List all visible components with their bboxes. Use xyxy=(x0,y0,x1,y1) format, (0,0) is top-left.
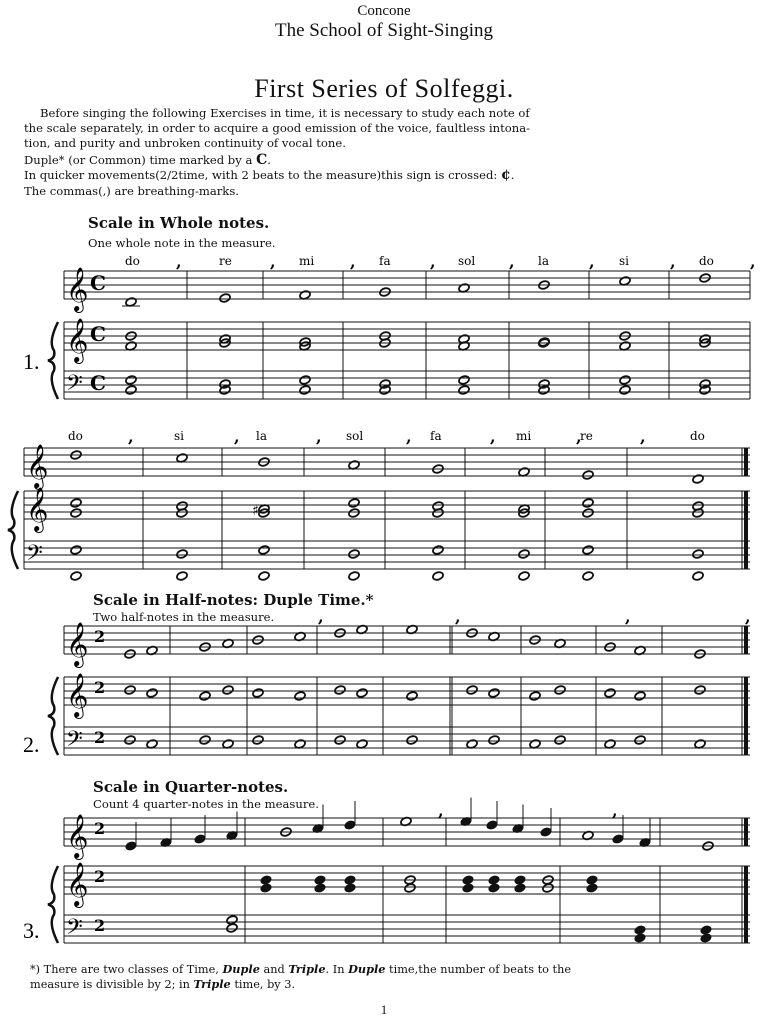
note-head xyxy=(260,875,272,885)
breath-mark: , xyxy=(318,607,324,626)
time-signature: C xyxy=(90,322,106,346)
note-head xyxy=(582,571,594,581)
note-head xyxy=(226,923,238,933)
note-head xyxy=(692,474,704,484)
common-time-sign: C xyxy=(256,152,268,168)
breath-mark: , xyxy=(176,252,182,271)
note-head xyxy=(458,385,470,395)
treble-clef-icon: 𝄞 xyxy=(66,622,89,666)
note-head xyxy=(258,571,270,581)
intro-line: Duple* (or Common) time marked by a C. xyxy=(24,152,271,168)
brace xyxy=(48,677,58,755)
section-3-heading: Scale in Quarter-notes. xyxy=(93,778,289,796)
treble-clef-icon: 𝄞 xyxy=(26,444,49,488)
brace xyxy=(48,322,58,399)
note-head xyxy=(518,571,530,581)
note-head xyxy=(458,375,470,385)
intro-line: Before singing the following Exercises in time, it is necessary to study each note of xyxy=(40,106,530,120)
note-head xyxy=(146,688,158,698)
breath-mark: , xyxy=(745,607,751,626)
solfege-syllable: la xyxy=(538,254,549,268)
brace xyxy=(8,491,18,569)
note-head xyxy=(314,875,326,885)
composer-name: Concone xyxy=(357,3,411,19)
section-2-subheading: Two half-notes in the measure. xyxy=(93,610,275,624)
solfege-syllable: do xyxy=(125,254,140,268)
note-head xyxy=(219,293,231,303)
note-head xyxy=(514,883,526,893)
note-head xyxy=(124,735,136,745)
treble-clef-icon: 𝄞 xyxy=(26,487,49,531)
solfege-syllable: do xyxy=(690,429,705,443)
note-head xyxy=(694,685,706,695)
note-head xyxy=(604,688,616,698)
cut-time-sign: ¢ xyxy=(500,167,511,183)
note-head xyxy=(70,498,82,508)
final-barline xyxy=(744,818,748,846)
footnote-text: and xyxy=(263,963,285,976)
note-head xyxy=(406,691,418,701)
system-number: 2. xyxy=(23,732,40,757)
solfege-syllable: sol xyxy=(346,429,364,443)
book-title: The School of Sight-Singing xyxy=(275,20,493,41)
footnote-duple: Duple xyxy=(348,962,386,976)
note-head xyxy=(348,571,360,581)
note-head xyxy=(252,735,264,745)
bass-clef-icon: 𝄢 xyxy=(66,371,83,401)
note-head xyxy=(488,883,500,893)
breath-mark: , xyxy=(612,801,618,820)
system-number: 1. xyxy=(23,349,40,374)
note-head xyxy=(619,375,631,385)
solfege-syllable: la xyxy=(256,429,267,443)
footnote-text: There are two classes of Time, xyxy=(43,963,219,976)
note-head xyxy=(260,883,272,893)
breath-mark: , xyxy=(438,801,444,820)
breath-mark: , xyxy=(589,252,595,271)
final-barline xyxy=(744,491,748,569)
note-head xyxy=(404,883,416,893)
note-head xyxy=(582,545,594,555)
section-2-heading: Scale in Half-notes: Duple Time.* xyxy=(93,591,374,609)
breath-mark: , xyxy=(750,252,756,271)
solfege-syllable: re xyxy=(580,429,593,443)
time-signature: 2 xyxy=(94,728,106,747)
note-head xyxy=(700,933,712,943)
time-signature: 2 xyxy=(94,867,106,886)
final-barline xyxy=(744,866,748,943)
note-head xyxy=(462,875,474,885)
time-signature: C xyxy=(90,371,106,395)
note-head xyxy=(348,549,360,559)
note-head xyxy=(125,375,137,385)
footnote-marker: *) xyxy=(30,963,41,976)
note-head xyxy=(529,691,541,701)
section-3-subheading: Count 4 quarter-notes in the measure. xyxy=(93,797,319,811)
note-head xyxy=(199,691,211,701)
note-head xyxy=(518,549,530,559)
note-head xyxy=(199,735,211,745)
note-head xyxy=(299,375,311,385)
solfege-syllable: fa xyxy=(430,429,442,443)
solfege-syllable: mi xyxy=(299,254,315,268)
solfege-syllable: do xyxy=(68,429,83,443)
breath-mark: , xyxy=(350,252,356,271)
breath-mark: , xyxy=(670,252,676,271)
breath-mark: , xyxy=(270,252,276,271)
final-barline xyxy=(744,677,748,755)
note-head xyxy=(344,883,356,893)
note-head xyxy=(334,685,346,695)
note-head xyxy=(176,571,188,581)
solfege-syllable: do xyxy=(699,254,714,268)
note-head xyxy=(582,508,594,518)
breath-mark: , xyxy=(640,427,646,446)
solfege-syllable: re xyxy=(219,254,232,268)
note-head xyxy=(582,470,594,480)
note-head xyxy=(462,883,474,893)
note-head xyxy=(356,688,368,698)
note-head xyxy=(258,545,270,555)
breath-mark: , xyxy=(234,427,240,446)
note-head xyxy=(176,549,188,559)
note-head xyxy=(554,685,566,695)
footnote-text: time,the number of beats to the xyxy=(389,963,572,976)
note-head xyxy=(554,735,566,745)
breath-mark: , xyxy=(430,252,436,271)
note-head xyxy=(634,925,646,935)
breath-mark: , xyxy=(509,252,515,271)
time-signature: 2 xyxy=(94,819,106,838)
solfege-syllable: si xyxy=(174,429,184,443)
note-head xyxy=(692,571,704,581)
note-head xyxy=(124,685,136,695)
treble-clef-icon: 𝄞 xyxy=(66,267,89,311)
final-barline xyxy=(744,448,748,476)
note-head xyxy=(582,498,594,508)
solfege-syllable: sol xyxy=(458,254,476,268)
treble-clef-icon: 𝄞 xyxy=(66,318,89,362)
note-head xyxy=(540,827,552,837)
breath-mark: , xyxy=(455,607,461,626)
note-head xyxy=(194,834,206,844)
note-head xyxy=(466,685,478,695)
treble-clef-icon: 𝄞 xyxy=(66,673,89,717)
note-head xyxy=(125,385,137,395)
note-head xyxy=(70,571,82,581)
breath-mark: , xyxy=(625,607,631,626)
note-head xyxy=(432,571,444,581)
note-head xyxy=(344,875,356,885)
page-number: 1 xyxy=(380,1002,388,1017)
note-head xyxy=(700,925,712,935)
treble-clef-icon: 𝄞 xyxy=(66,862,89,906)
sharp-icon: ♯ xyxy=(252,503,259,519)
time-signature: 2 xyxy=(94,916,106,935)
intro-line-text: Duple* (or Common) time marked by a xyxy=(24,153,253,167)
time-signature: 2 xyxy=(94,678,106,697)
footnote-text: . In xyxy=(325,963,345,976)
bass-clef-icon: 𝄢 xyxy=(26,541,43,571)
section-1-heading: Scale in Whole notes. xyxy=(88,214,270,232)
bass-clef-icon: 𝄢 xyxy=(66,727,83,757)
breath-mark: , xyxy=(406,427,412,446)
note-head xyxy=(634,691,646,701)
note-head xyxy=(634,933,646,943)
note-head xyxy=(222,685,234,695)
intro-line: tion, and purity and unbroken continuity of vocal tone. xyxy=(24,136,346,150)
note-head xyxy=(514,875,526,885)
note-head xyxy=(634,735,646,745)
footnote-text: time, by 3. xyxy=(234,978,296,991)
note-head xyxy=(344,820,356,830)
solfege-syllable: mi xyxy=(516,429,532,443)
note-head xyxy=(486,820,498,830)
note-head xyxy=(334,735,346,745)
solfege-syllable: si xyxy=(619,254,629,268)
note-head xyxy=(619,385,631,395)
note-head xyxy=(348,498,360,508)
note-head xyxy=(586,883,598,893)
footnote-triple: Triple xyxy=(193,977,231,991)
note-head xyxy=(348,508,360,518)
breath-mark: , xyxy=(316,427,322,446)
breath-mark: , xyxy=(128,427,134,446)
note-head xyxy=(314,883,326,893)
section-1-subheading: One whole note in the measure. xyxy=(88,236,276,250)
note-head xyxy=(542,883,554,893)
breath-mark: , xyxy=(490,427,496,446)
note-head xyxy=(125,841,137,851)
final-barline xyxy=(744,626,748,654)
breath-mark: , xyxy=(576,427,582,446)
intro-line: the scale separately, in order to acquire a good emission of the voice, faultless intona- xyxy=(24,121,531,135)
note-head xyxy=(252,688,264,698)
footnote xyxy=(30,962,750,992)
note-head xyxy=(586,875,598,885)
note-head xyxy=(432,545,444,555)
note-head xyxy=(488,875,500,885)
note-head xyxy=(70,508,82,518)
brace xyxy=(48,866,58,943)
note-head xyxy=(406,735,418,745)
intro-line-text: In quicker movements(2/2time, with 2 beats to the measure)this sign is crossed: xyxy=(24,168,498,182)
footnote-triple: Triple xyxy=(288,962,326,976)
note-head xyxy=(692,549,704,559)
intro-line: The commas(,) are breathing-marks. xyxy=(24,184,239,198)
note-head xyxy=(294,691,306,701)
footnote-text: measure is divisible by 2; in xyxy=(30,978,190,991)
treble-clef-icon: 𝄞 xyxy=(66,814,89,858)
note-head xyxy=(299,385,311,395)
note-head xyxy=(612,834,624,844)
time-signature: C xyxy=(90,271,106,295)
note-head xyxy=(488,735,500,745)
note-head xyxy=(488,688,500,698)
intro-line: In quicker movements(2/2time, with 2 beats to the measure)this sign is crossed: ¢. xyxy=(24,167,515,183)
system-number: 3. xyxy=(23,918,40,943)
time-signature: 2 xyxy=(94,627,106,646)
bass-clef-icon: 𝄢 xyxy=(66,915,83,945)
solfege-syllable: fa xyxy=(379,254,391,268)
note-head xyxy=(70,545,82,555)
footnote-duple: Duple xyxy=(222,962,260,976)
series-title: First Series of Solfeggi. xyxy=(254,74,514,103)
